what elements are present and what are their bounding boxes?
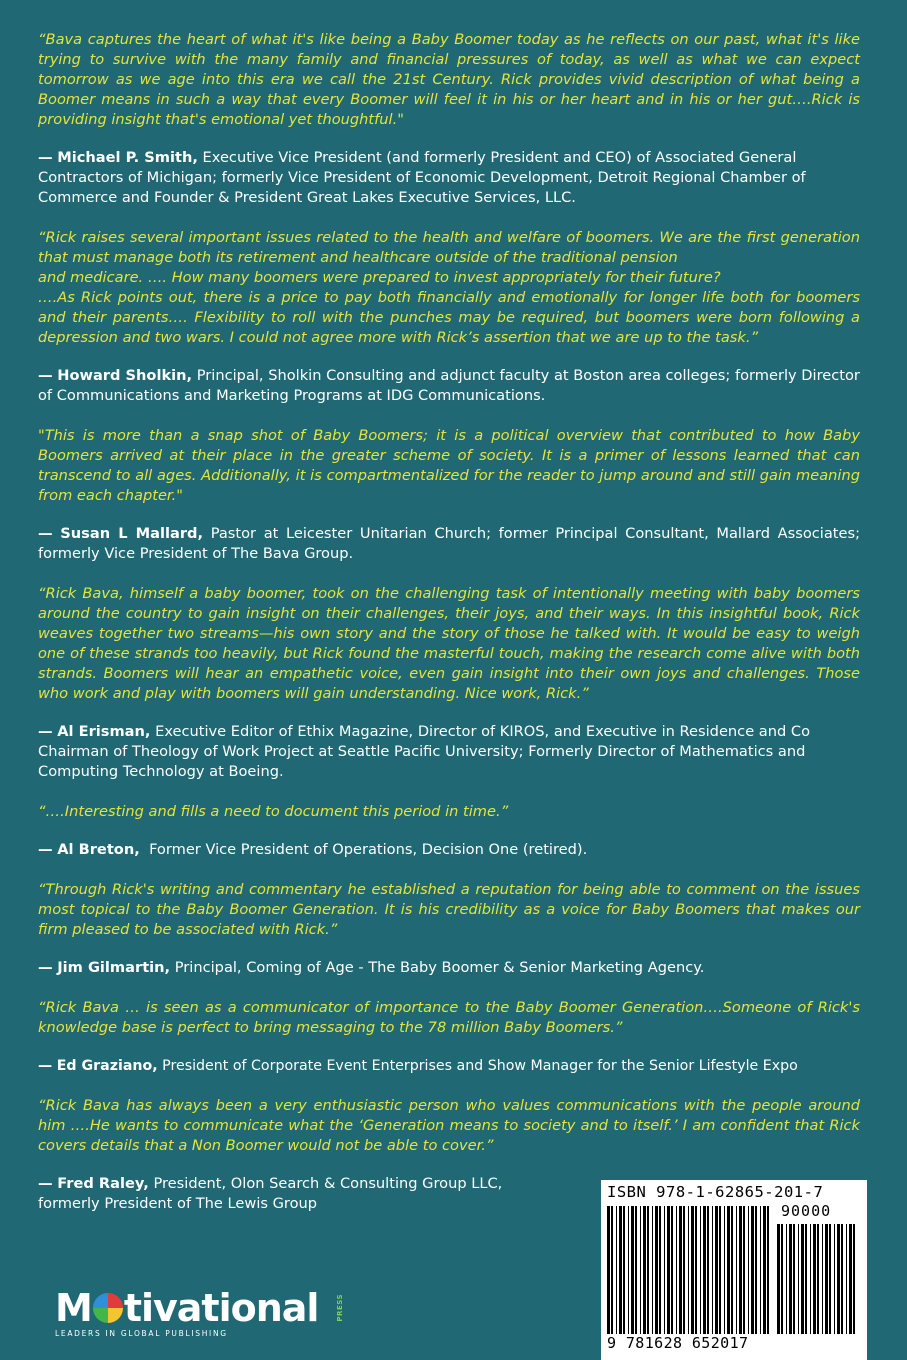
barcode-bar bbox=[793, 1224, 795, 1334]
barcode-bar bbox=[810, 1224, 811, 1334]
publisher-logo bbox=[55, 1288, 360, 1338]
testimonial-attribution bbox=[38, 148, 860, 208]
ean-barcode-bars bbox=[607, 1206, 771, 1334]
testimonials bbox=[38, 30, 861, 1214]
author-title: President, Olon Search & Consulting Group LLC, bbox=[153, 1175, 503, 1192]
barcode-bar bbox=[712, 1206, 713, 1334]
barcode-bar bbox=[767, 1206, 769, 1334]
barcode-bar bbox=[748, 1206, 749, 1334]
testimonial-attribution bbox=[38, 1056, 878, 1076]
barcode-bar bbox=[611, 1206, 613, 1334]
barcode-bar bbox=[635, 1206, 637, 1334]
barcode-bar bbox=[655, 1206, 658, 1334]
barcode-bar bbox=[700, 1206, 701, 1334]
dash: — bbox=[38, 1175, 53, 1192]
barcode-bar bbox=[643, 1206, 646, 1334]
testimonial-quote bbox=[38, 426, 860, 506]
barcode-bar bbox=[743, 1206, 745, 1334]
dash: — bbox=[38, 1058, 53, 1074]
logo-wordmark bbox=[55, 1288, 360, 1328]
barcode-bar bbox=[829, 1224, 831, 1334]
author-title: Principal, Coming of Age - The Baby Boomer & Senior Marketing Agency. bbox=[174, 959, 705, 976]
barcode-bar bbox=[825, 1224, 828, 1334]
author-title: Pastor at Leicester Unitarian Church; former Principal Consultant, Mallard Associates; formerly Vice President of The Bava Group. bbox=[38, 525, 861, 562]
testimonial-attribution bbox=[38, 1174, 598, 1214]
author-name: Al Breton, bbox=[57, 841, 140, 858]
barcode-bar bbox=[837, 1224, 840, 1334]
barcode-bar bbox=[853, 1224, 855, 1334]
barcode-bar bbox=[834, 1224, 835, 1334]
isbn-label: ISBN 978-1-62865-201-7 bbox=[607, 1183, 824, 1201]
barcode-bar bbox=[631, 1206, 634, 1334]
testimonial-quote bbox=[38, 30, 860, 130]
barcode-bar bbox=[695, 1206, 697, 1334]
barcode-bar bbox=[751, 1206, 754, 1334]
quote-text: "This is more than a snap shot of Baby Boomers; it is a political overview that contributed to how Baby Boomers arrived at their place in the greater scheme of society. It is a primer of lessons learned that can transcend to all ages. Additionally, it is compartmentalized for the reader to jump around and still gain meaning from each chapter." bbox=[38, 427, 860, 504]
quote-text: “….Interesting and fills a need to document this period in time.” bbox=[38, 803, 509, 820]
barcode-bar bbox=[817, 1224, 819, 1334]
barcode-bar bbox=[671, 1206, 673, 1334]
quote-text: and medicare. …. How many boomers were prepared to invest appropriately for their future? bbox=[38, 269, 721, 286]
barcode-bar bbox=[813, 1224, 816, 1334]
dash: — bbox=[38, 841, 53, 858]
barcode-bar bbox=[719, 1206, 721, 1334]
barcode-bar bbox=[619, 1206, 622, 1334]
testimonial-attribution bbox=[38, 722, 860, 782]
barcode-bar bbox=[801, 1224, 804, 1334]
testimonial-quote bbox=[38, 880, 860, 940]
testimonial-quote bbox=[38, 998, 860, 1038]
barcode-bar bbox=[715, 1206, 718, 1334]
author-title: Executive Vice President (and formerly President and CEO) of Associated General Contractors of Michigan; formerly Vice President of Economic Development, Detroit Regional Chamber of Commerce and Founder & President Great Lakes Executive Services, LLC. bbox=[38, 149, 806, 206]
author-title: formerly President of The Lewis Group bbox=[38, 1195, 318, 1212]
quote-text: “Rick Bava has always been a very enthusiastic person who values communications with the people around him ….He wants to communicate what the ‘Generation means to society and to itself.’ I am confident that Rick covers details that a Non Boomer would not be able to cover.” bbox=[38, 1097, 860, 1154]
barcode-bar bbox=[736, 1206, 737, 1334]
barcode-bar bbox=[755, 1206, 757, 1334]
testimonial-attribution bbox=[38, 958, 860, 978]
barcode-bar bbox=[798, 1224, 799, 1334]
dash: — bbox=[38, 149, 53, 166]
quote-text: “Rick Bava … is seen as a communicator of importance to the Baby Boomer Generation….Someone of Rick's knowledge base is perfect to bring messaging to the 78 million Baby Boomers.” bbox=[38, 999, 860, 1036]
quote-text: ….As Rick points out, there is a price to pay both financially and emotionally for longer life both for boomers and their parents…. Flexibility to roll with the punches may be required, but boomers were born following a depression and two wars. I could not agree more with Rick’s assertion that we are up to the task.” bbox=[38, 289, 860, 346]
barcode-bar bbox=[805, 1224, 807, 1334]
logo-text: tivational bbox=[123, 1286, 319, 1330]
testimonial-quote bbox=[38, 802, 860, 822]
barcode-bar bbox=[664, 1206, 665, 1334]
author-name: Howard Sholkin, bbox=[57, 367, 193, 384]
dash: — bbox=[38, 959, 53, 976]
author-name: Jim Gilmartin, bbox=[57, 959, 171, 976]
barcode-bar bbox=[849, 1224, 852, 1334]
logo-press: PRESS bbox=[336, 1294, 345, 1322]
dash: — bbox=[38, 723, 53, 740]
barcode-bar bbox=[846, 1224, 847, 1334]
barcode-bar bbox=[760, 1206, 761, 1334]
barcode-bar bbox=[647, 1206, 649, 1334]
addon-barcode-bars bbox=[777, 1224, 859, 1334]
dash: — bbox=[38, 367, 53, 384]
barcode-bar bbox=[786, 1224, 787, 1334]
barcode-bar bbox=[777, 1224, 780, 1334]
barcode-bar bbox=[731, 1206, 733, 1334]
quote-text: “Rick raises several important issues related to the health and welfare of boomers. We are the first generation that must manage both its retirement and healthcare outside of the traditional pension bbox=[38, 229, 860, 266]
barcode-bar bbox=[607, 1206, 610, 1334]
barcode-bar bbox=[781, 1224, 783, 1334]
author-title: President of Corporate Event Enterprises and Show Manager for the Senior Lifestyle Expo bbox=[162, 1058, 798, 1074]
quote-text: “Bava captures the heart of what it's like being a Baby Boomer today as he reflects on our past, what it's like trying to survive with the many family and financial pressures of today, as well as what we can expect tomorrow as we age into this era we call the 21st Century. Rick provides vivid description of what being a Boomer means in such a way that every Boomer will feel it in his or her heart and in his or her gut….Rick is providing insight that's emotional yet thoughtful." bbox=[38, 31, 860, 128]
author-name: Susan L Mallard, bbox=[60, 525, 204, 542]
testimonial-quote bbox=[38, 228, 860, 348]
barcode-bar bbox=[822, 1224, 823, 1334]
logo-globe-icon bbox=[93, 1293, 123, 1323]
ean-number: 9 781628 652017 bbox=[607, 1334, 749, 1352]
quote-text: “Rick Bava, himself a baby boomer, took on the challenging task of intentionally meeting with baby boomers around the country to gain insight on their challenges, their joys, and their ways. In this insightful book, Rick weaves together two streams—his own story and the story of those he talked with. It would be easy to weigh one of these strands too heavily, but Rick found the masterful touch, making the research come alive with both strands. Boomers will hear an empathetic voice, even gain insight into their own joys and challenges. Those who work and play with boomers will gain understanding. Nice work, Rick.” bbox=[38, 585, 860, 702]
author-title: Principal, Sholkin Consulting and adjunct faculty at Boston area colleges; formerly Director of Communications and Marketing Programs at IDG Communications. bbox=[38, 367, 860, 404]
barcode-bar bbox=[679, 1206, 682, 1334]
addon-number: 90000 bbox=[781, 1202, 832, 1220]
testimonial-quote bbox=[38, 1096, 860, 1156]
barcode-bar bbox=[628, 1206, 629, 1334]
barcode-bar bbox=[640, 1206, 641, 1334]
barcode-bar bbox=[763, 1206, 766, 1334]
barcode-bar bbox=[676, 1206, 677, 1334]
barcode-bar bbox=[616, 1206, 617, 1334]
quote-text: “Through Rick's writing and commentary he established a reputation for being able to comment on the issues most topical to the Baby Boomer Generation. It is his credibility as a voice for Baby Boomers that makes our firm pleased to be associated with Rick.” bbox=[38, 881, 860, 938]
logo-tagline: LEADERS IN GLOBAL PUBLISHING bbox=[55, 1329, 228, 1338]
author-name: Al Erisman, bbox=[57, 723, 151, 740]
author-title: Former Vice President of Operations, Decision One (retired). bbox=[149, 841, 588, 858]
author-title: Executive Editor of Ethix Magazine, Director of KIROS, and Executive in Residence and Co Chairman of Theology of Work Project at Seattle Pacific University; Formerly Director of Mathematics and Computing Technology at Boeing. bbox=[38, 723, 811, 780]
barcode-bar bbox=[688, 1206, 689, 1334]
barcode-bar bbox=[789, 1224, 792, 1334]
testimonial-attribution bbox=[38, 524, 860, 564]
author-name: Fred Raley, bbox=[57, 1175, 149, 1192]
isbn-barcode bbox=[601, 1180, 867, 1360]
barcode-bar bbox=[683, 1206, 685, 1334]
barcode-bar bbox=[841, 1224, 843, 1334]
barcode-bar bbox=[691, 1206, 694, 1334]
barcode-bar bbox=[652, 1206, 653, 1334]
testimonial-attribution bbox=[38, 840, 860, 860]
barcode-bar bbox=[707, 1206, 709, 1334]
barcode-bar bbox=[739, 1206, 742, 1334]
barcode-bar bbox=[659, 1206, 661, 1334]
author-name: Ed Graziano, bbox=[56, 1058, 158, 1074]
barcode-bar bbox=[727, 1206, 730, 1334]
testimonial-quote bbox=[38, 584, 860, 704]
barcode-bar bbox=[667, 1206, 670, 1334]
author-name: Michael P. Smith, bbox=[57, 149, 198, 166]
dash: — bbox=[38, 525, 53, 542]
barcode-bar bbox=[724, 1206, 725, 1334]
testimonial-attribution bbox=[38, 366, 860, 406]
barcode-bar bbox=[623, 1206, 625, 1334]
logo-letter: M bbox=[55, 1286, 92, 1330]
barcode-bar bbox=[703, 1206, 706, 1334]
